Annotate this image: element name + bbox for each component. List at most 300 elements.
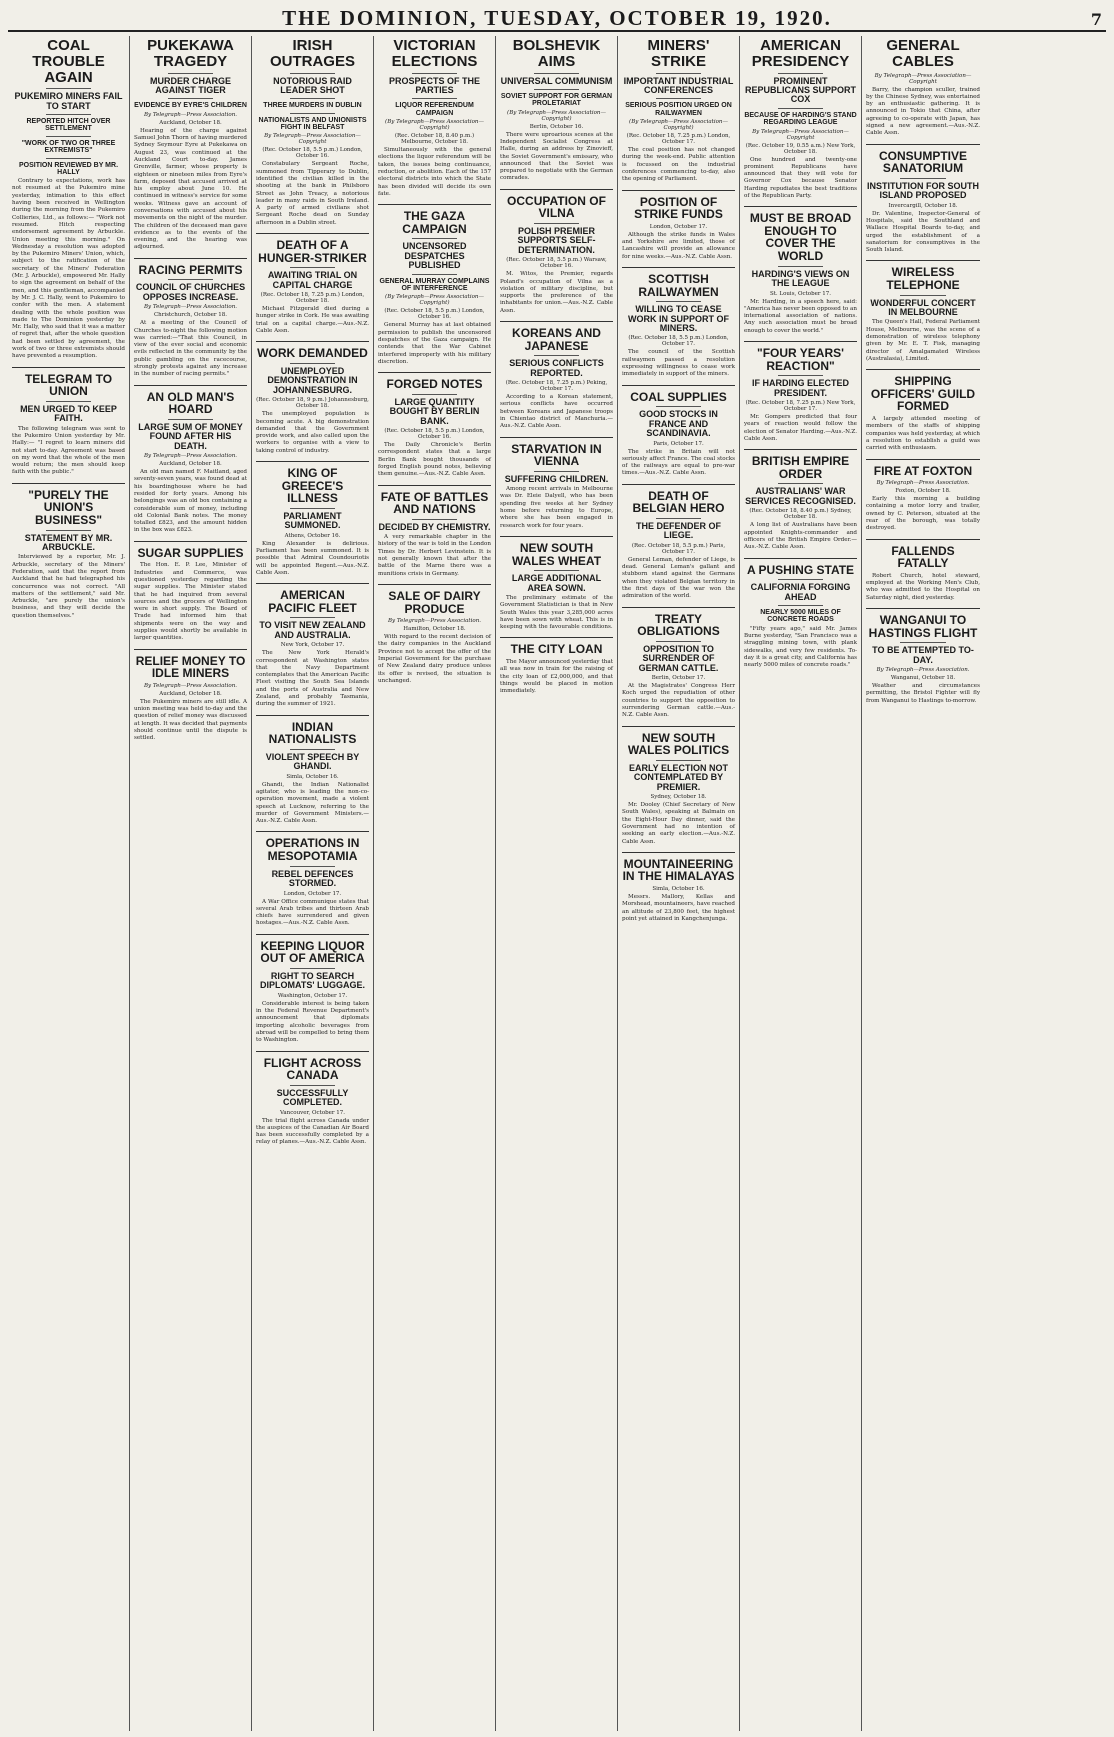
article-body: Mr. Harding, in a speech here, said: "America has never been opposed to an international association of nations. Any such association must be broad enough to cover the world." <box>744 298 857 334</box>
headline-rule <box>290 267 335 268</box>
article-divider <box>744 558 857 559</box>
article-subheadline: "WORK OF TWO OR THREE EXTREMISTS" <box>21 139 116 155</box>
dateline: Auckland, October 18. <box>159 461 222 468</box>
dateline: St. Louis, October 17. <box>769 290 832 297</box>
dateline: Athens, October 16. <box>284 532 341 539</box>
article-divider <box>256 1051 369 1052</box>
article-headline: THE GAZA CAMPAIGN <box>402 209 467 236</box>
article <box>134 258 247 379</box>
article-body: Barry, the champion sculler, trained by the Chinese Sydney, was entertained by an enthusiastic gathering. It is announced in Tokio that China, after agreeing to co-operate with Japan, has signed a new agreement.—Aus.-N.Z. Cable Assn. <box>866 86 980 137</box>
article-subheadline: PARLIAMENT SUMMONED. <box>283 510 342 531</box>
column <box>496 36 618 1731</box>
article-divider <box>256 583 369 584</box>
page-number: 7 <box>1090 10 1102 29</box>
article-body: Mr. Dooley (Chief Secretary of New South Wales), speaking at Balmain on the Eight-Hour Day dinner, said the Government had no intention of seeking an early election.—Aus.-N.Z. Cable Assn. <box>622 802 735 845</box>
article-headline: DEATH OF BELGIAN HERO <box>632 488 725 516</box>
article <box>256 461 369 577</box>
headline-rule <box>534 223 579 224</box>
masthead-title: THE DOMINION, TUESDAY, OCTOBER 19, 1920. <box>282 6 832 30</box>
dateline: (Rec. October 18, 7.25 p.m.) London, October 18. <box>260 292 365 305</box>
column <box>130 36 252 1731</box>
headline-rule <box>46 530 91 531</box>
headline-rule <box>900 295 946 296</box>
article-divider <box>866 608 980 609</box>
article-divider <box>256 461 369 462</box>
article-subheadline: SOVIET SUPPORT FOR GERMAN PROLETARIAT <box>500 92 613 108</box>
headline-rule <box>778 579 823 580</box>
headline-rule <box>656 73 701 74</box>
article-subheadline: AUSTRALIANS' WAR SERVICES RECOGNISED. <box>745 486 856 506</box>
article <box>744 341 857 443</box>
article-headline: SUGAR SUPPLIES <box>137 545 244 560</box>
article <box>744 558 857 670</box>
article-body: Constabulary Sergeant Roche, summoned from Tipperary to Dublin, identified the civilian killed in the shooting at the bank in Philsboro Street as John Treacy, a notorious leader in many raids in South Ireland. A party of armed civilians shot Sergeant Roche dead on Sunday afternoon in a Dublin street. <box>256 161 369 226</box>
headline-rule <box>900 642 946 643</box>
headline-rule <box>778 108 823 109</box>
article <box>622 607 735 720</box>
article-headline: TREATY OBLIGATIONS <box>637 611 720 639</box>
article <box>866 539 980 602</box>
article-divider <box>866 369 980 370</box>
article-headline: MOUNTAINEERING IN THE HIMALAYAS <box>622 856 735 884</box>
dateline: Vancouver, October 17. <box>279 1109 346 1116</box>
dateline: (Rec. October 18, 8.40 p.m.) Melbourne, October 18. <box>394 133 475 146</box>
article <box>256 715 369 826</box>
article <box>866 38 980 138</box>
wire-credit: (By Telegraph—Press Association—Copyright) <box>385 119 484 132</box>
article-body: A largely attended meeting of members of the staffs of shipping companies was held yesterday, at which a resolution to establish a guild was carried with enthusiasm. <box>866 416 980 452</box>
article-divider <box>622 190 735 191</box>
article-headline: PUKEKAWA TRAGEDY <box>147 37 234 70</box>
article-headline: AMERICAN PACIFIC FLEET <box>268 588 357 615</box>
article <box>622 190 735 261</box>
article-body: Although the strike funds in Wales and Yorkshire are limited, those of Lancashire will provide an allowance for nine weeks.—Aus.-N.Z. Cable Assn. <box>622 231 735 260</box>
article-body: Michael Fitzgerald died during a hunger strike in Cork. He was awaiting trial on a capital charge.—Aus.-N.Z. Cable Assn. <box>256 306 369 335</box>
headline-rule <box>534 73 579 74</box>
article-subheadline: TO VISIT NEW ZEALAND AND AUSTRALIA. <box>259 620 366 640</box>
article-divider <box>134 258 247 259</box>
article-headline: OPERATIONS IN MESOPOTAMIA <box>265 836 360 864</box>
article-body: "Fifty years ago," said Mr. James Burne yesterday, "San Francisco was a straggling mining town, with plank sidewalks, and very few residents. To-day it is a great city, and California has nearly 5000 miles of concrete roads." <box>744 625 857 669</box>
article-headline: OCCUPATION OF VILNA <box>507 193 606 221</box>
article-subheadline: PROMINENT REPUBLICANS SUPPORT COX <box>744 75 856 105</box>
article-headline: KOREANS AND JAPANESE <box>512 325 601 353</box>
article-body: A very remarkable chapter in the history of the war is told in the London Times by Dr. Herbert Levinstein. It is not generally known that after the battle of the Marne there was a munitions crisis in Germany. <box>378 534 491 577</box>
article-headline: COAL TROUBLE AGAIN <box>32 37 105 86</box>
article-headline: POSITION OF STRIKE FUNDS <box>634 194 723 222</box>
article-subheadline: SUFFERING CHILDREN. <box>504 473 609 484</box>
article-body: At a meeting of the Council of Churches to-night the following motion was carried:—"That this Council, in view of the ever social and economic evils reflected in the community by the public gambling on the racecourse, strongly protests against any increase in the number of racing permits." <box>134 320 247 378</box>
article-divider <box>622 852 735 853</box>
article <box>256 1051 369 1147</box>
article-body: Mr. Gompers predicted that four years of reaction would follow the election of Senator Harding.—Aus.-N.Z. Cable Assn. <box>744 414 857 442</box>
headline-rule <box>412 519 457 520</box>
headline-rule <box>290 113 335 114</box>
headline-rule <box>900 178 946 179</box>
dateline: Invercargill, October 18. <box>888 202 958 209</box>
article-body: The following telegram was sent to the Pukemiro Union yesterday by Mr. Hally:— "I regret to learn miners did not start to-day. Agreement was based on my word that the whole of the men would return; the men should keep faith with the public." <box>12 425 125 476</box>
article-headline: FORGED NOTES <box>386 377 483 392</box>
article-subheadline: LARGE QUANTITY BOUGHT BY BERLIN BANK. <box>389 396 480 426</box>
article-divider <box>744 449 857 450</box>
article-headline: MINERS' STRIKE <box>647 37 710 70</box>
article-subheadline: UNCENSORED DESPATCHES PUBLISHED <box>402 241 467 271</box>
dateline: (Rec. October 18, 5.5 p.m.) Warsaw, October 16. <box>506 257 607 270</box>
article-headline: "FOUR YEARS' REACTION" <box>757 346 844 373</box>
headline-rule <box>46 158 91 159</box>
article-divider <box>256 831 369 832</box>
article-subheadline: DECIDED BY CHEMISTRY. <box>378 521 491 532</box>
article-divider <box>12 367 125 368</box>
article-divider <box>500 437 613 438</box>
headline-rule <box>46 114 91 115</box>
article-headline: AN OLD MAN'S HOARD <box>146 389 235 417</box>
article-subheadline: NATIONALISTS AND UNIONISTS FIGHT IN BELFAST <box>258 116 367 132</box>
article <box>378 204 491 366</box>
article <box>256 934 369 1045</box>
article-subheadline: MEN URGED TO KEEP FAITH. <box>20 403 117 424</box>
article-subheadline: PUKEMIRO MINERS FAIL TO START <box>14 91 123 111</box>
article-divider <box>378 204 491 205</box>
headline-rule <box>46 88 91 89</box>
article-divider <box>256 233 369 234</box>
headline-rule <box>290 1085 335 1086</box>
article-subheadline: UNEMPLOYED DEMONSTRATION IN JOHANNESBURG. <box>267 365 358 395</box>
headline-rule <box>290 866 335 867</box>
article <box>256 583 369 708</box>
article <box>500 189 613 315</box>
article-divider <box>378 372 491 373</box>
article-subheadline: MURDER CHARGE AGAINST TIGER <box>150 75 231 95</box>
wire-credit: By Telegraph—Press Association. <box>388 618 481 625</box>
article <box>622 267 735 379</box>
article-headline: SCOTTISH RAILWAYMEN <box>638 271 719 299</box>
article-body: The coal position has not changed during the week-end. Public attention is focussed on the industrial conferences commencing to-day, also the opening of Parliament. <box>622 147 735 183</box>
headline-rule <box>168 98 213 99</box>
article-subheadline: BECAUSE OF HARDING'S STAND REGARDING LEAGUE <box>744 111 857 127</box>
article-body: Robert Church, hotel steward, employed at the Working Men's Club, who was admitted to the Hospital on Saturday night, died yesterday. <box>866 572 980 601</box>
article-headline: RELIEF MONEY TO IDLE MINERS <box>135 653 246 681</box>
article-divider <box>500 536 613 537</box>
article-body: According to a Korean statement, serious conflicts have occurred between Koreans and Japanese troops in Chientao district of Manchuria.—Aus.-N.Z. Cable Assn. <box>500 394 613 430</box>
wire-credit: By Telegraph—Press Association. <box>144 111 237 118</box>
wire-credit: By Telegraph—Press Association—Copyright <box>752 128 849 141</box>
article-divider <box>866 144 980 145</box>
article <box>12 367 125 477</box>
article-subheadline: SERIOUS CONFLICTS REPORTED. <box>509 358 604 378</box>
article <box>866 369 980 452</box>
article-headline: VICTORIAN ELECTIONS <box>391 37 478 70</box>
article-subheadline: LARGE SUM OF MONEY FOUND AFTER HIS DEATH. <box>138 421 243 451</box>
article-subheadline: LARGE ADDITIONAL AREA SOWN. <box>511 573 602 593</box>
article <box>256 38 369 227</box>
article-body: At the Magistrates' Congress Herr Koch urged the repudiation of other countries to support the opposition to surrendering German cattle.—Aus.-N.Z. Cable Assn. <box>622 683 735 719</box>
article-divider <box>134 649 247 650</box>
article-divider <box>622 726 735 727</box>
dateline: (Rec. October 18, 5.5 p.m.) London, October 16. <box>384 308 485 321</box>
article <box>622 385 735 478</box>
dateline: Christchurch, October 18. <box>153 312 228 319</box>
wire-credit: By Telegraph—Press Association—Copyright <box>264 133 361 146</box>
article-subheadline: INSTITUTION FOR SOUTH ISLAND PROPOSED <box>867 180 979 201</box>
dateline: Berlin, October 17. <box>651 675 706 682</box>
article-body: Simultaneously with the general elections the liquor referendum will be taken, the issues being continuance, reduction, or abolition. Each of the 157 electoral districts into which the State has been divided will decide its own fate. <box>378 147 491 197</box>
dateline: (Rec. October 19, 0.55 a.m.) New York, October 18. <box>745 142 856 155</box>
headline-rule <box>412 73 457 74</box>
headline-rule <box>778 266 823 267</box>
article-subheadline: POSITION REVIEWED BY MR. HALLY <box>18 161 119 176</box>
wire-credit: By Telegraph—Press Association. <box>144 453 237 460</box>
article-subheadline: CALIFORNIA FORGING AHEAD <box>750 582 851 602</box>
article-body: The Pukemiro miners are still idle. A union meeting was held to-day and the question of relief money was discussed at length. It was decided that payments should continue until the dispute is settled. <box>134 698 247 742</box>
article-body: The unemployed population is becoming acute. A big demonstration demanded that the Government provide work, and also called upon the workers to organise with a view to taking control of industry. <box>256 411 369 454</box>
article-divider <box>622 484 735 485</box>
wire-credit: (By Telegraph—Press Association—Copyright) <box>385 294 484 307</box>
article-subheadline: PROSPECTS OF THE PARTIES <box>388 75 480 95</box>
article-body: Dr. Valentine, Inspector-General of Hospitals, said the Southland and Wallace Hospital Boards to-day, and urged the establishment of a sanatorium for consumptives in the South Island. <box>866 210 980 254</box>
article-subheadline: STATEMENT BY MR. ARBUCKLE. <box>24 532 113 552</box>
article-headline: KING OF GREECE'S ILLNESS <box>281 466 344 506</box>
column <box>740 36 862 1731</box>
wire-credit: By Telegraph—Press Association. <box>144 304 237 311</box>
article-subheadline: EVIDENCE BY EYRE'S CHILDREN <box>134 102 247 110</box>
article <box>622 484 735 601</box>
article <box>256 831 369 927</box>
headline-rule <box>656 641 701 642</box>
article-divider <box>744 206 857 207</box>
article-subheadline: NOTORIOUS RAID LEADER SHOT <box>273 75 352 95</box>
article-headline: "PURELY THE UNION'S BUSINESS" <box>28 487 109 527</box>
article-subheadline: WONDERFUL CONCERT IN MELBOURNE <box>870 297 976 318</box>
dateline: (Rec. October 18, 7.25 p.m.) New York, October 17. <box>745 400 856 413</box>
dateline: Berlin, October 16. <box>529 123 584 130</box>
headline-rule <box>534 471 579 472</box>
article <box>500 637 613 695</box>
column <box>374 36 496 1731</box>
article-divider <box>256 934 369 935</box>
article-subheadline: SUCCESSFULLY COMPLETED. <box>276 1087 349 1108</box>
headline-rule <box>656 98 701 99</box>
article-headline: RACING PERMITS <box>138 262 243 277</box>
article <box>866 608 980 705</box>
headline-rule <box>168 279 213 280</box>
article-body: Contrary to expectations, work has not resumed at the Pukemiro mine yesterday, intimation to this effect having been received in Wellington during the morning from the Pukemiro Collieries, Ltd., as follows:— "Work not resumed. Hitch respecting endorsement agreement by Arbuckle. Union meeting this morning." On Wednesday a resolution was adopted by the Pukemiro Miners' Union, which, subject to the ratification of the secretary of the Miners' Federation (Mr. J. Arbuckle), empowered Mr. Hally to sign the agreement on behalf of the men, and this gentleman, accompanied by Mr. J. C. Hally, went to Pukemiro to confer with the men. A statement dealing with the whole position was made to The Dominion yesterday by Mr. Hally, who said that it was a matter of regret that, after the whole question had been settled by agreement, the work of two or three extremists should have prevented a resumption. <box>12 178 125 360</box>
article-headline: SALE OF DAIRY PRODUCE <box>388 588 481 616</box>
article-body: The council of the Scottish railwaymen passed a resolution expressing willingness to cease work immediately in support of the miners. <box>622 349 735 378</box>
article-body: General Leman, defender of Liege, is dead. General Leman's gallant and stubborn stand against the Germans when they violated Belgian territory in the first days of the war won the admiration of the world. <box>622 556 735 600</box>
article <box>500 437 613 530</box>
headline-rule <box>290 363 335 364</box>
article-subheadline: LIQUOR REFERENDUM CAMPAIGN <box>395 102 474 117</box>
article <box>500 321 613 431</box>
article-body: The Daily Chronicle's Berlin correspondent states that a large Berlin Bank bought thousands of forged English pound notes, believing them genuine.—Aus.-N.Z. Cable Assn. <box>378 442 491 478</box>
wire-credit: By Telegraph—Press Association. <box>876 480 970 487</box>
wire-credit: By Telegraph—Press Association. <box>144 682 237 689</box>
article-headline: AMERICAN PRESIDENCY <box>751 37 850 70</box>
article <box>378 485 491 578</box>
article-body: Early this morning a building containing a motor lorry and trailer, owned by C. Peterson, situated at the rear of the borough, was totally destroyed. <box>866 496 980 532</box>
dateline: (Rec. October 18, 7.25 p.m.) Peking, October 17. <box>505 380 608 393</box>
article-headline: BOLSHEVIK AIMS <box>512 37 601 70</box>
article-subheadline: GOOD STOCKS IN FRANCE AND SCANDINAVIA. <box>639 409 718 439</box>
article-headline: FLIGHT ACROSS CANADA <box>263 1055 362 1083</box>
article <box>134 385 247 535</box>
article-body: The Queen's Hall, Federal Parliament House, Melbourne, was the scene of a demonstration of wireless telephony given by Mr. E. T. Fisk, managing director of Amalgamated Wireless (Australasia), Limited. <box>866 319 980 362</box>
article-headline: COAL SUPPLIES <box>630 389 727 404</box>
headline-rule <box>778 483 823 484</box>
article-divider <box>500 189 613 190</box>
article <box>500 536 613 632</box>
article-body: General Murray has at last obtained permission to publish the uncensored despatches of the Gaza campaign. He contends that the War Cabinet interfered improperly with his military discretion. <box>378 322 491 365</box>
article-subheadline: COUNCIL OF CHURCHES OPPOSES INCREASE. <box>135 282 246 302</box>
article-subheadline: HARDING'S VIEWS ON THE LEAGUE <box>751 268 850 289</box>
article-headline: STARVATION IN VIENNA <box>511 441 602 469</box>
article-subheadline: SERIOUS POSITION URGED ON RAILWAYMEN <box>625 102 732 117</box>
dateline: (Rec. October 18, 5.5 p.m.) London, October 16. <box>262 147 363 160</box>
article-body: The strike in Britain will not seriously affect France. The coal stocks of the railways are equal to pre-war times.—Aus.-N.Z. Cable Assn. <box>622 448 735 477</box>
dateline: Wanganui, October 18. <box>890 675 956 682</box>
article-body: Hearing of the charge against Samuel John Thorn of having murdered Sydney Seymour Eyre at Pukekawa on August 23, was continued at the Auckland Court to-day. James Grenville, farmer, whose property is eighteen or nineteen miles from Eyre's farm, deposed that accused arrived at his employ about June 10. He continued in witness's service for some weeks. Witness gave an account of conversations with accused about his movements on the night of the murder. The children of the deceased man gave evidence as to the events of the evening, and the hearing was adjourned. <box>134 127 247 251</box>
headline-rule <box>656 760 701 761</box>
headline-rule <box>290 98 335 99</box>
article-body: Ghandi, the Indian Nationalist agitator, who is leading the non-co-operation movement, made a violent speech at Lucknow, referring to the murder of Government Ministers.—Aus.-N.Z. Cable Assn. <box>256 781 369 825</box>
article-body: Messrs. Mallory, Kellas and Morshead, mountaineers, have reached an altitude of 23,800 feet, the highest point yet attained in Kangchenjunga. <box>622 894 735 922</box>
article-subheadline: VIOLENT SPEECH BY GHANDI. <box>265 751 360 772</box>
article-headline: IRISH OUTRAGES <box>269 37 355 70</box>
article-body: Considerable interest is being taken in the Federal Revenue Department's announcement that diplomats importing alcoholic beverages from abroad will be compelled to bring them to Washington. <box>256 1000 369 1044</box>
headline-rule <box>46 401 91 402</box>
headline-rule <box>778 605 823 606</box>
article <box>744 38 857 200</box>
article-divider <box>134 541 247 542</box>
article-headline: A PUSHING STATE <box>746 562 855 577</box>
article-body: The Mayor announced yesterday that all was now in train for the raising of the city loan of £2,000,000, and that things would be placed in motion immediately. <box>500 659 613 695</box>
article <box>866 144 980 255</box>
dateline: Sydney, October 18. <box>650 794 707 801</box>
masthead <box>8 6 1106 32</box>
headline-rule <box>412 394 457 395</box>
article-divider <box>134 385 247 386</box>
article-subheadline: WILLING TO CEASE WORK IN SUPPORT OF MINERS. <box>628 304 729 333</box>
article-divider <box>622 267 735 268</box>
wire-credit: By Telegraph—Press Association. <box>876 667 970 674</box>
article <box>378 584 491 685</box>
article <box>622 38 735 184</box>
dateline: (Rec. October 18, 5.5 p.m.) London, October 17. <box>628 335 729 348</box>
dateline: Simla, October 16. <box>652 886 705 892</box>
dateline: Hamilton, October 18. <box>403 626 466 633</box>
article-divider <box>866 539 980 540</box>
article-body: Among recent arrivals in Melbourne was Dr. Eleie Dalyell, who has been spending five weeks at her Sydney home before returning to Europe, where she has been engaged in research work for four years. <box>500 486 613 529</box>
article-divider <box>500 321 613 322</box>
headline-rule <box>290 73 335 74</box>
dateline: Simla, October 16. <box>286 773 339 780</box>
headline-rule <box>290 508 335 509</box>
headline-rule <box>656 406 701 407</box>
article-subheadline: TO BE ATTEMPTED TO-DAY. <box>872 645 974 665</box>
headline-rule <box>534 355 579 356</box>
article <box>12 38 125 361</box>
article-headline: TELEGRAM TO UNION <box>24 371 113 399</box>
headline-rule <box>534 570 579 571</box>
dateline: (Rec. October 18, 9 p.m.) Johannesburg, October 18. <box>256 397 369 410</box>
article-body: There were uproarious scenes at the Independent Socialist Congress at Halle, during an address by Zinovieff, the Soviet Government's emissary, who announced that the Soviet was prepared to negotiate with the German comrades. <box>500 131 613 182</box>
article-body: King Alexander is delirious. Parliament has been summoned. It is possible that Admiral Coundouriotis will be appointed Regent.—Aus.-N.Z. Cable Assn. <box>256 540 369 576</box>
article-subheadline: IMPORTANT INDUSTRIAL CONFERENCES <box>623 75 734 95</box>
article-headline: KEEPING LIQUOR OUT OF AMERICA <box>260 938 365 966</box>
wire-credit: (By Telegraph—Press Association—Copyright) <box>507 109 606 122</box>
column <box>8 36 130 1731</box>
article <box>378 372 491 478</box>
article-divider <box>256 341 369 342</box>
dateline: Foxton, October 18. <box>895 488 951 495</box>
dateline: Washington, October 17. <box>277 992 348 999</box>
dateline: (Rec. October 18, 5.5 p.m.) Paris, October 17. <box>631 542 726 555</box>
article-headline: MUST BE BROAD ENOUGH TO COVER THE WORLD <box>749 211 852 264</box>
article-divider <box>622 385 735 386</box>
article-subheadline: OPPOSITION TO SURRENDER OF GERMAN CATTLE. <box>638 643 719 673</box>
dateline: London, October 17. <box>283 890 342 897</box>
article-subheadline: IF HARDING ELECTED PRESIDENT. <box>751 378 849 398</box>
dateline: (Rec. October 18, 7.25 p.m.) London, October 17. <box>626 133 731 146</box>
article-divider <box>500 637 613 638</box>
headline-rule <box>778 375 823 376</box>
headline-rule <box>46 136 91 137</box>
article-divider <box>256 715 369 716</box>
article <box>622 852 735 923</box>
article-headline: NEW SOUTH WALES WHEAT <box>511 540 602 568</box>
article-headline: NEW SOUTH WALES POLITICS <box>627 730 730 758</box>
article-subheadline: REBEL DEFENCES STORMED. <box>271 868 354 889</box>
headline-rule <box>656 518 701 519</box>
article-body: The preliminary estimate of the Government Statistician is that in New South Wales this year 3,285,000 acres have been sown with wheat. This is in keeping with the favourable conditions. <box>500 595 613 631</box>
article <box>744 449 857 551</box>
dateline: Auckland, October 18. <box>159 690 222 697</box>
dateline: (Rec. October 18, 8.40 p.m.) Sydney, October 18. <box>749 508 852 521</box>
headline-rule <box>412 274 457 275</box>
article-subheadline: THREE MURDERS IN DUBLIN <box>263 102 362 110</box>
headline-rule <box>412 238 457 239</box>
article-divider <box>866 459 980 460</box>
article-body: A War Office communique states that several Arab tribes and thirteen Arab chiefs have surrendered and given hostages.—Aus.-N.Z. Cable Assn. <box>256 898 369 927</box>
article <box>12 483 125 620</box>
article-subheadline: NEARLY 5000 MILES OF CONCRETE ROADS <box>760 608 841 624</box>
headline-rule <box>412 98 457 99</box>
article-subheadline: GENERAL MURRAY COMPLAINS OF INTERFERENCE <box>379 277 490 292</box>
headline-rule <box>290 617 335 618</box>
article <box>378 38 491 198</box>
article-headline: WORK DEMANDED <box>257 346 368 361</box>
article <box>134 38 247 252</box>
article-body: Interviewed by a reporter, Mr. J. Arbuckle, secretary of the Miners' Federation, said that the report from Auckland that he had telegraphed his concurrence was not correct. "All matters of the settlement," said Mr. Arbuckle, "are purely the union's business, and they will decide the question themselves." <box>12 554 125 619</box>
article-subheadline: THE DEFENDER OF LIEGE. <box>635 520 721 541</box>
headline-rule <box>168 419 213 420</box>
article <box>134 649 247 743</box>
dateline: New York, October 17. <box>280 642 345 649</box>
article <box>134 541 247 643</box>
article-subheadline: UNIVERSAL COMMUNISM <box>500 75 613 86</box>
article <box>500 38 613 183</box>
column <box>252 36 374 1731</box>
article-body: One hundred and twenty-one prominent Republicans have announced that they will vote for Governor Cox because Senator Harding repudiates the best traditions of the Republican Party. <box>744 156 857 199</box>
article-headline: BRITISH EMPIRE ORDER <box>751 454 850 481</box>
article <box>256 233 369 335</box>
article-headline: GENERAL CABLES <box>886 37 960 70</box>
article-subheadline: REPORTED HITCH OVER SETTLEMENT <box>26 118 111 133</box>
article-headline: FALLENDS FATALLY <box>891 543 955 571</box>
article-divider <box>866 260 980 261</box>
column <box>862 36 984 1731</box>
